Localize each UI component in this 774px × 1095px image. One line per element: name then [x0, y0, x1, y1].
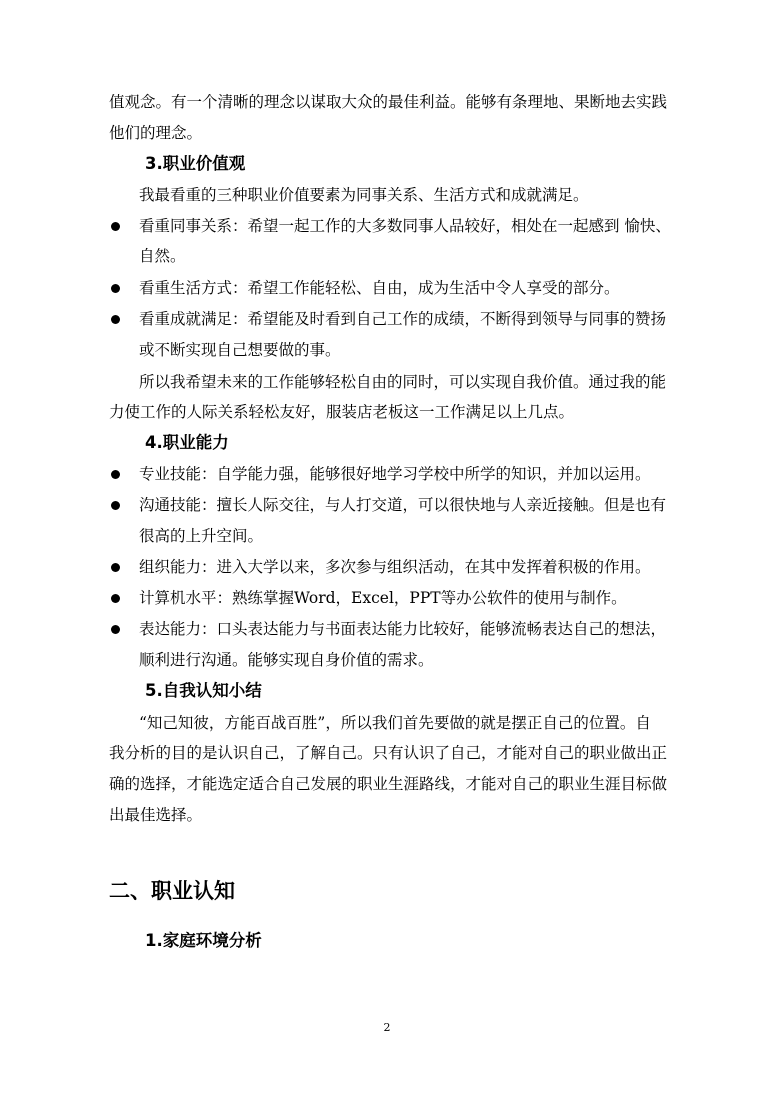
paragraph-line: 出最佳选择。 — [109, 806, 203, 824]
bullet-dot — [111, 470, 120, 479]
section-heading: 5.自我认知小结 — [145, 681, 262, 700]
list-item-continuation: 或不断实现自己想要做的事。 — [139, 341, 341, 359]
bullet-dot — [111, 594, 120, 603]
paragraph-line: 力使工作的人际关系轻松友好，服装店老板这一工作满足以上几点。 — [109, 403, 575, 421]
bullet-dot — [111, 563, 120, 572]
paragraph-line: 值观念。有一个清晰的理念以谋取大众的最佳利益。能够有条理地、果断地去实践 — [109, 93, 668, 111]
list-item: 表达能力：口头表达能力与书面表达能力比较好，能够流畅表达自己的想法， — [139, 620, 667, 638]
list-item: 看重成就满足：希望能及时看到自己工作的成绩，不断得到领导与同事的赞扬 — [139, 310, 667, 328]
list-item-continuation: 很高的上升空间。 — [139, 527, 264, 545]
chapter-heading: 二、职业认知 — [109, 879, 235, 903]
bullet-dot — [111, 501, 120, 510]
list-item-continuation: 自然。 — [139, 247, 186, 265]
paragraph-line: 他们的理念。 — [109, 124, 203, 142]
bullet-dot — [111, 315, 120, 324]
section-heading: 3.职业价值观 — [145, 154, 246, 173]
paragraph-line: “知己知彼，方能百战百胜”，所以我们首先要做的就是摆正自己的位置。自 — [139, 714, 651, 732]
paragraph-line: 我最看重的三种职业价值要素为同事关系、生活方式和成就满足。 — [139, 186, 589, 204]
list-item: 专业技能：自学能力强，能够很好地学习学校中所学的知识，并加以运用。 — [139, 465, 651, 483]
paragraph-line: 确的选择，才能选定适合自己发展的职业生涯路线，才能对自己的职业生涯目标做 — [109, 775, 668, 793]
paragraph-line: 我分析的目的是认识自己，了解自己。只有认识了自己，才能对自己的职业做出正 — [109, 744, 668, 762]
section-heading: 1.家庭环境分析 — [145, 931, 262, 950]
list-item: 沟通技能：擅长人际交往，与人打交道，可以很快地与人亲近接触。但是也有 — [139, 496, 667, 514]
paragraph-line: 所以我希望未来的工作能够轻松自由的同时，可以实现自我价值。通过我的能 — [139, 373, 667, 391]
bullet-dot — [111, 284, 120, 293]
list-item: 组织能力：进入大学以来，多次参与组织活动，在其中发挥着积极的作用。 — [139, 558, 651, 576]
list-item: 看重生活方式：希望工作能轻松、自由，成为生活中令人享受的部分。 — [139, 279, 620, 297]
list-item: 看重同事关系：希望一起工作的大多数同事人品较好，相处在一起感到 愉快、 — [139, 217, 671, 235]
bullet-dot — [111, 625, 120, 634]
list-item: 计算机水平：熟练掌握Word，Excel，PPT等办公软件的使用与制作。 — [139, 589, 627, 607]
list-item-continuation: 顺利进行沟通。能够实现自身价值的需求。 — [139, 651, 434, 669]
section-heading: 4.职业能力 — [145, 433, 229, 452]
page-number: 2 — [383, 1021, 391, 1034]
bullet-dot — [111, 222, 120, 231]
